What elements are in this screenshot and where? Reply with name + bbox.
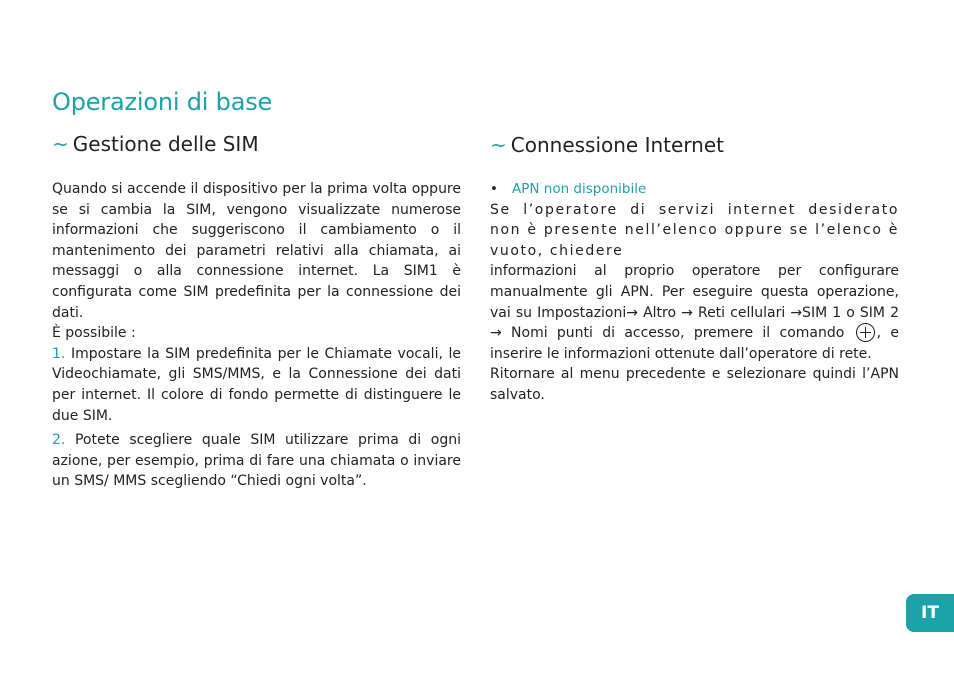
apn-paragraph-2-start: informazioni al proprio operatore per configurare manualmente gli APN. Per eseguire questa operazione, vai su Impostazioni→ Altro → Reti cellulari →SIM 1 o SIM 2 → Nomi punti di accesso, premere il comando: [490, 263, 899, 342]
possible-label: È possibile :: [52, 325, 136, 342]
apn-paragraph-1: Se l’operatore di servizi internet desiderato non è presente nell’elenco oppure se l’elenco è vuoto, chiedere: [490, 201, 899, 259]
item-number-1: 1.: [52, 345, 66, 362]
plus-circle-icon: [856, 323, 875, 342]
sim-item-2: [52, 430, 461, 492]
apn-bullet-label: APN non disponibile: [512, 181, 647, 197]
internet-section-body: [490, 179, 899, 406]
section-title-sim: [52, 132, 259, 156]
tilde-mark: ~: [490, 133, 507, 157]
sim-item-1: [52, 344, 461, 426]
apn-paragraph-2: [490, 261, 899, 364]
sim-section-body: [52, 179, 461, 492]
item-number-2: 2.: [52, 432, 66, 449]
tilde-mark: ~: [52, 132, 69, 156]
item-text-1: Impostare la SIM predefinita per le Chiamate vocali, le Videochiamate, gli SMS/MMS, e la Connessione dei dati per internet. Il colore di fondo permette di distinguere le due SIM.: [52, 345, 461, 424]
apn-bullet: [490, 179, 899, 200]
sim-intro-paragraph: Quando si accende il dispositivo per la prima volta oppure se si cambia la SIM, vengono visualizzate numerose informazioni che suggeriscono il cambiamento o il mantenimento dei parametri relativi alla chiamata, ai messaggi o alla connessione internet. La SIM1 è configurata come SIM predefinita per la connessione dei dati.: [52, 181, 461, 321]
bullet-mark: •: [490, 181, 498, 197]
section-title-sim-text: Gestione delle SIM: [72, 132, 259, 156]
page-title: Operazioni di base: [52, 88, 273, 116]
language-badge: IT: [906, 594, 954, 632]
item-text-2: Potete scegliere quale SIM utilizzare prima di ogni azione, per esempio, prima di fare una chiamata o inviare un SMS/ MMS scegliendo “Chiedi ogni volta”.: [52, 432, 462, 490]
apn-paragraph-3: Ritornare al menu precedente e selezionare quindi l’APN salvato.: [490, 366, 899, 403]
apn-paragraph-2-end: , e inserire le informazioni ottenute dall’operatore di rete.: [490, 325, 899, 362]
section-title-internet-text: Connessione Internet: [510, 133, 725, 157]
section-title-internet: [490, 133, 724, 157]
